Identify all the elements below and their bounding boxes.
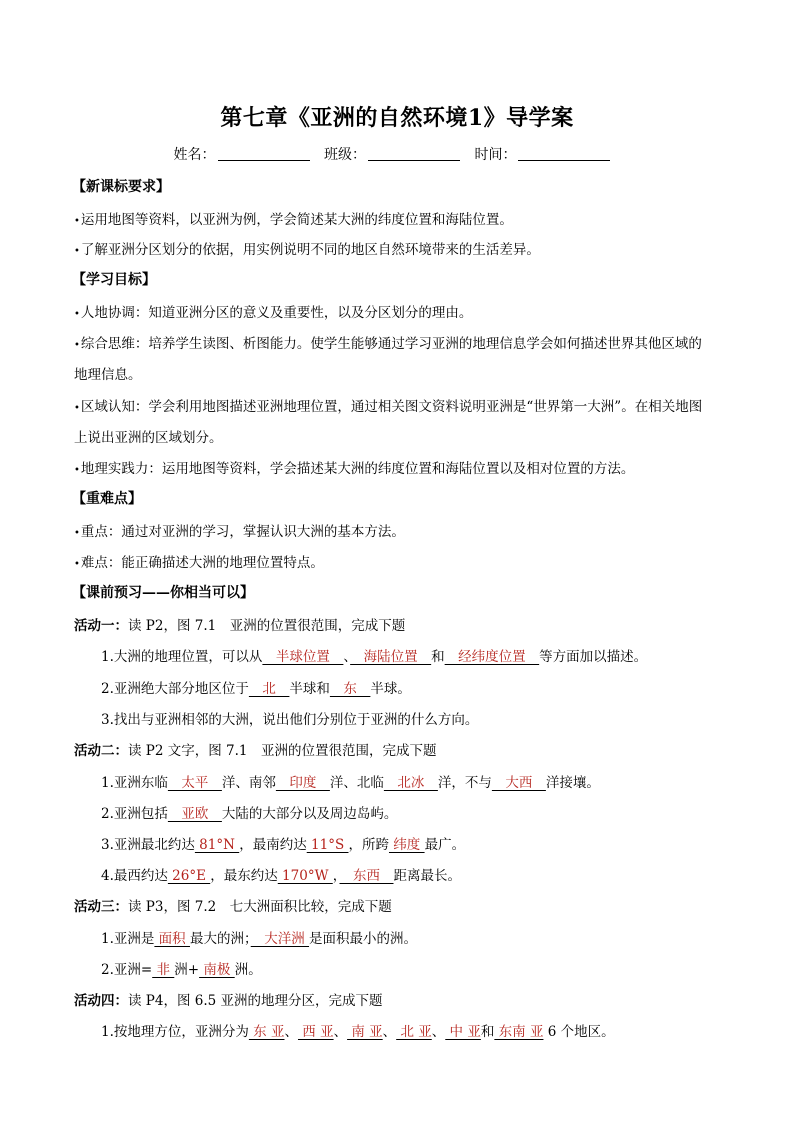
answer-blank[interactable]: 经纬度位置	[444, 649, 540, 665]
question-text: 距离最长。	[393, 868, 461, 884]
question-text: 2.亚洲包括	[101, 806, 168, 822]
question-text: 是面积最小的洲。	[309, 931, 418, 947]
question-text: 洲。	[234, 962, 262, 978]
answer-blank[interactable]: 纬度	[388, 837, 425, 853]
question-text: 洲+	[174, 962, 200, 978]
keypoint-item: • 难点：能正确描述大洲的地理位置特点。	[74, 551, 324, 571]
standard-item: • 运用地图等资料，以亚洲为例，学会简述某大洲的纬度位置和海陆位置。	[74, 208, 513, 228]
question-text: ，最东约达	[210, 868, 278, 884]
question-text: 4.最西约达	[101, 868, 168, 884]
question-text: 1.亚洲东临	[101, 775, 168, 791]
question-text: 、	[431, 1024, 446, 1040]
question-text: 1.亚洲是	[101, 931, 155, 947]
activity-4-heading: 活动四：读 P4，图 6.5 亚洲的地理分区，完成下题	[74, 993, 383, 1009]
answer-blank[interactable]: 26°E	[167, 868, 211, 884]
activity-2-q3	[101, 833, 465, 853]
answer-blank[interactable]: 南 亚	[347, 1024, 383, 1040]
answer-blank[interactable]: 81°N	[194, 837, 240, 853]
question-text: 洋接壤。	[545, 775, 600, 791]
section-heading-standards: 【新课标要求】	[72, 179, 170, 195]
answer-blank[interactable]: 西 亚	[297, 1024, 334, 1040]
activity-2-q4	[101, 864, 461, 884]
question-text: 等方面加以描述。	[539, 649, 648, 665]
answer-blank[interactable]: 海陆位置	[350, 649, 432, 665]
question-text: 洋、北临	[329, 775, 384, 791]
section-heading-goals: 【学习目标】	[72, 272, 156, 288]
goal-item: • 地理实践力：运用地图等资料，学会描述某大洲的纬度位置和海陆位置以及相对位置的方法。	[74, 457, 634, 477]
activity-2-q2	[101, 802, 397, 822]
time-blank[interactable]	[518, 146, 610, 161]
goal-item: • 区域认知：学会利用地图描述亚洲地理位置，通过相关图文资料说明亚洲是“世界第一大洲”。在相关地图	[74, 395, 702, 415]
answer-blank[interactable]: 半球位置	[262, 649, 344, 665]
question-text: 和	[480, 1024, 495, 1040]
answer-blank[interactable]: 大西	[491, 775, 546, 791]
question-text: 半球。	[370, 681, 411, 697]
goal-item: • 人地协调：知道亚洲分区的意义及重要性，以及分区划分的理由。	[74, 301, 472, 321]
question-text: 大陆的大部分以及周边岛屿。	[221, 806, 398, 822]
answer-blank[interactable]: 亚欧	[167, 806, 222, 822]
question-text: 2.亚洲=	[101, 962, 153, 978]
question-text: 、	[343, 649, 351, 665]
answer-blank[interactable]: 面积	[154, 931, 190, 947]
activity-1-q2	[101, 677, 411, 697]
activity-3-q1	[101, 927, 417, 947]
question-text: 最广。	[424, 837, 466, 853]
question-text: 洋、南邻	[221, 775, 276, 791]
goal-item-cont: 地理信息。	[74, 367, 142, 383]
name-blank[interactable]	[218, 146, 310, 161]
answer-blank[interactable]: 东	[329, 681, 371, 697]
student-info-row	[0, 144, 794, 164]
question-text: 、	[333, 1024, 348, 1040]
answer-blank[interactable]: 东西	[339, 868, 394, 884]
activity-4-q1	[101, 1020, 615, 1040]
question-text: ，所跨	[348, 837, 389, 853]
standard-item: • 了解亚洲分区划分的依据，用实例说明不同的地区自然环境带来的生活差异。	[74, 238, 540, 258]
activity-2-heading: 活动二：读 P2 文字，图 7.1 亚洲的位置很范围，完成下题	[74, 743, 437, 759]
answer-blank[interactable]: 印度	[275, 775, 330, 791]
activity-2-q1	[101, 771, 600, 791]
section-heading-keypoints: 【重难点】	[72, 491, 142, 507]
question-text: 和	[431, 649, 445, 665]
answer-blank[interactable]: 东 亚	[248, 1024, 285, 1040]
question-text: 1.按地理方位，亚洲分为	[101, 1024, 249, 1040]
answer-blank[interactable]: 北冰	[383, 775, 438, 791]
activity-3-heading: 活动三：读 P3，图 7.2 七大洲面积比较，完成下题	[74, 899, 392, 915]
question-text: 1.大洲的地理位置，可以从	[101, 649, 263, 665]
answer-blank[interactable]: 11°S	[306, 837, 349, 853]
name-label: 姓名：	[173, 147, 216, 163]
question-text: ，	[332, 868, 340, 884]
page-title: 第七章《亚洲的自然环境1》导学案	[220, 105, 574, 131]
question-text: 洋，不与	[437, 775, 492, 791]
answer-blank[interactable]: 北 亚	[396, 1024, 432, 1040]
question-text: 、	[382, 1024, 397, 1040]
answer-blank[interactable]: 大洋洲	[250, 931, 310, 947]
question-text: 最大的洲；	[189, 931, 251, 947]
answer-blank[interactable]: 南极	[199, 962, 235, 978]
goal-item-cont: 上说出亚洲的区域划分。	[74, 430, 223, 446]
question-text: 、	[284, 1024, 298, 1040]
activity-3-q2	[101, 958, 262, 978]
activity-1-heading: 活动一：读 P2，图 7.1 亚洲的位置很范围，完成下题	[74, 618, 406, 634]
question-text: ，最南约达	[239, 837, 307, 853]
question-text: 6 个地区。	[543, 1024, 615, 1040]
class-blank[interactable]	[368, 146, 460, 161]
answer-blank[interactable]: 太平	[167, 775, 222, 791]
answer-blank[interactable]: 中 亚	[445, 1024, 481, 1040]
answer-blank[interactable]: 北	[248, 681, 290, 697]
question-text: 2.亚洲绝大部分地区位于	[101, 681, 249, 697]
time-label: 时间：	[474, 147, 517, 163]
answer-blank[interactable]: 非	[152, 962, 175, 978]
activity-1-q1	[101, 645, 647, 665]
class-label: 班级：	[324, 147, 366, 163]
question-text: 半球和	[289, 681, 330, 697]
goal-item: • 综合思维：培养学生读图、析图能力。使学生能够通过学习亚洲的地理信息学会如何描述世界其他区域的	[74, 332, 702, 352]
answer-blank[interactable]: 170°W	[277, 868, 333, 884]
section-heading-preview: 【课前预习——你相当可以】	[72, 585, 254, 601]
question-text: 3.亚洲最北约达	[101, 837, 195, 853]
activity-1-q3: 3.找出与亚洲相邻的大洲，说出他们分别位于亚洲的什么方向。	[101, 712, 479, 728]
answer-blank[interactable]: 东南 亚	[494, 1024, 544, 1040]
keypoint-item: • 重点：通过对亚洲的学习，掌握认识大洲的基本方法。	[74, 520, 405, 540]
